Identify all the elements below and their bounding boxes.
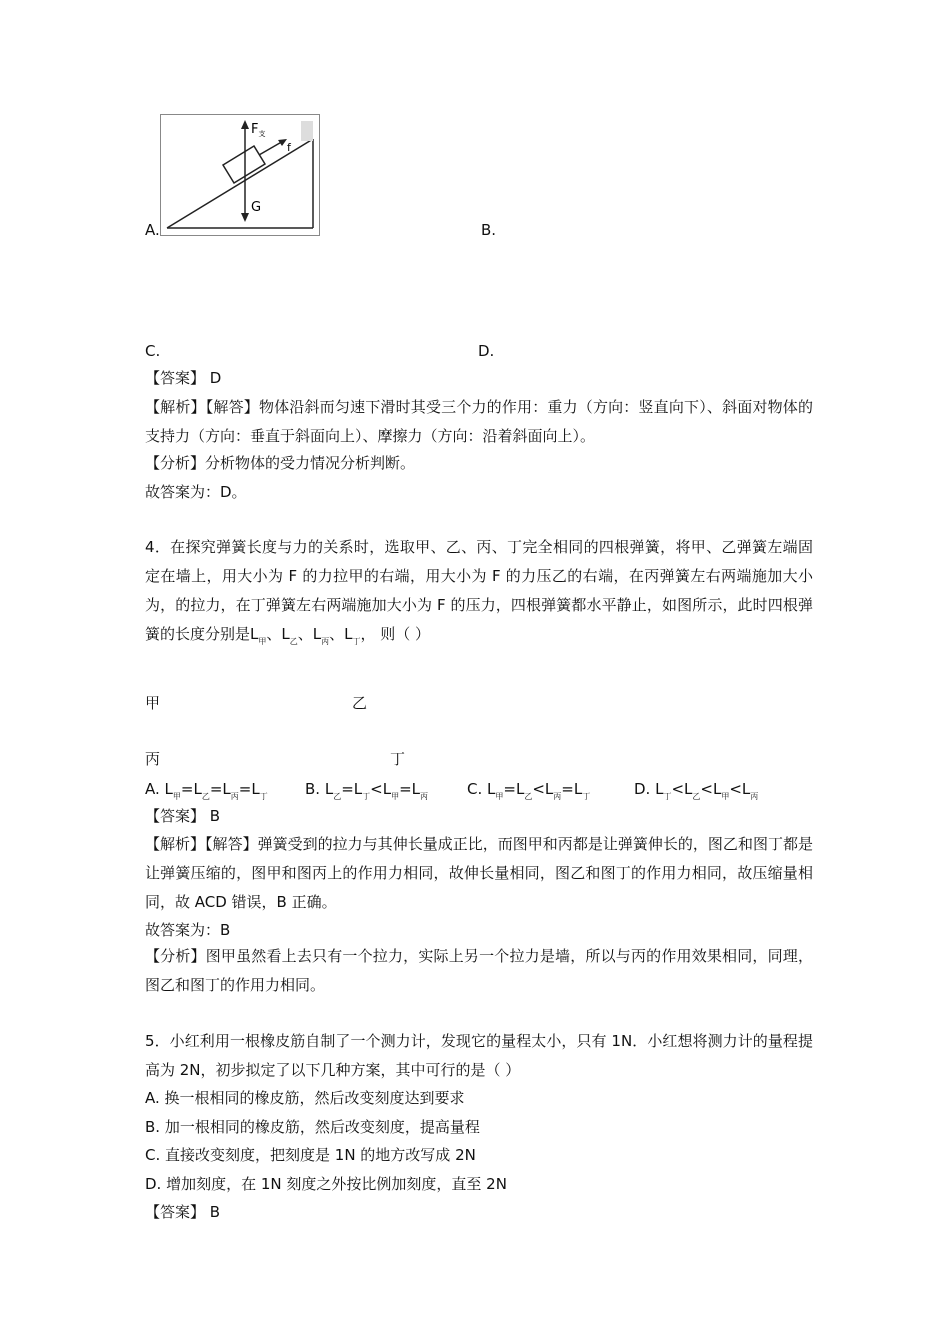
q4-figure-label-jia: 甲 [145,694,161,712]
q4-choice-d: D. $L_丁<L_乙<L_甲<L_丙$ [634,780,759,801]
q3-option-a: A. [145,221,160,239]
incline-slope [167,139,313,228]
q4-figure-label-ding: 丁 [390,750,406,768]
label-gravity: G [251,200,262,215]
q4-analysis-summary: 【分析】图甲虽然看上去只有一个拉力，实际上另一个拉力是墙，所以与丙的作用效果相同，同理，图乙和图丁的作用力相同。 [145,947,813,994]
q3-option-b: B. [481,221,497,239]
q4-figure-label-bing: 丙 [145,750,161,768]
q4-choice-a: A. $L_甲=L_乙=L_丙=L_丁$ [145,780,268,801]
q4-answer: 【答案】 B [145,807,221,825]
label-f-support: $F_支$ [251,122,266,138]
q5-option-b: B. 加一根相同的橡皮筋，然后改变刻度，提高量程 [145,1118,480,1136]
scan-smudge [301,121,313,141]
q5-stem: 5．小红利用一根橡皮筋自制了一个测力计，发现它的量程太小，只有 1N．小红想将测力计的量程提高为 2N，初步拟定了以下几种方案，其中可行的是（ ） [145,1032,813,1079]
q5-option-d: D. 增加刻度，在 1N 刻度之外按比例加刻度，直至 2N [145,1175,507,1193]
q4-analysis-detail: 【解析】【解答】弹簧受到的拉力与其伸长量成正比，而图甲和丙都是让弹簧伸长的，图乙和图丁都是让弹簧压缩的，图甲和图丙上的作用力相同，故伸长量相同，图乙和图丁的作用力相同，故压缩量相同，故 ACD 错误，B 正确。 [145,835,813,911]
q3-analysis-summary: 【分析】分析物体的受力情况分析判断。 [145,454,416,472]
q3-analysis-detail: 【解析】【解答】物体沿斜而匀速下滑时其受三个力的作用：重力（方向：竖直向下）、斜面对物体的支持力（方向：垂直于斜面向上）、摩擦力（方向：沿着斜面向上）。 [145,398,813,445]
q4-choice-c: C. $L_甲=L_乙<L_丙=L_丁$ [467,780,591,801]
block [223,146,265,183]
q4-stem: 4．在探究弹簧长度与力的关系时，选取甲、乙、丙、丁完全相同的四根弹簧，将甲、乙弹簧左端固定在墙上，用大小为 F 的力拉甲的右端，用大小为 F 的力压乙的右端，在丙弹簧左右两端施加大小为，的拉力，在丁弹簧左右两端施加大小为 F 的压力，四根弹簧都水平静止，如图所示，此时四根弹簧的长度分别是$L_甲$、$L_乙$、$L_丙$、$L_丁$， 则（ ） [145,538,813,646]
q3-answer: 【答案】 D [145,369,222,387]
label-friction: f [287,141,291,154]
q5-option-a: A. 换一根相同的橡皮筋，然后改变刻度达到要求 [145,1089,465,1107]
q4-figure-label-yi: 乙 [352,694,368,712]
q5-answer: 【答案】 B [145,1203,221,1221]
incline-diagram-svg [161,115,319,235]
q3-option-c: C. [145,342,161,360]
q3-final-answer: 故答案为：D。 [145,483,247,501]
q4-choice-b: B. $L_乙=L_丁<L_甲=L_丙$ [305,780,428,801]
incline-force-diagram [160,114,320,236]
q4-final-answer: 故答案为：B [145,921,231,939]
support-force-arrow [241,120,249,129]
gravity-arrow [241,213,249,222]
q3-option-d: D. [478,342,495,360]
q5-option-c: C. 直接改变刻度，把刻度是 1N 的地方改写成 2N [145,1146,476,1164]
